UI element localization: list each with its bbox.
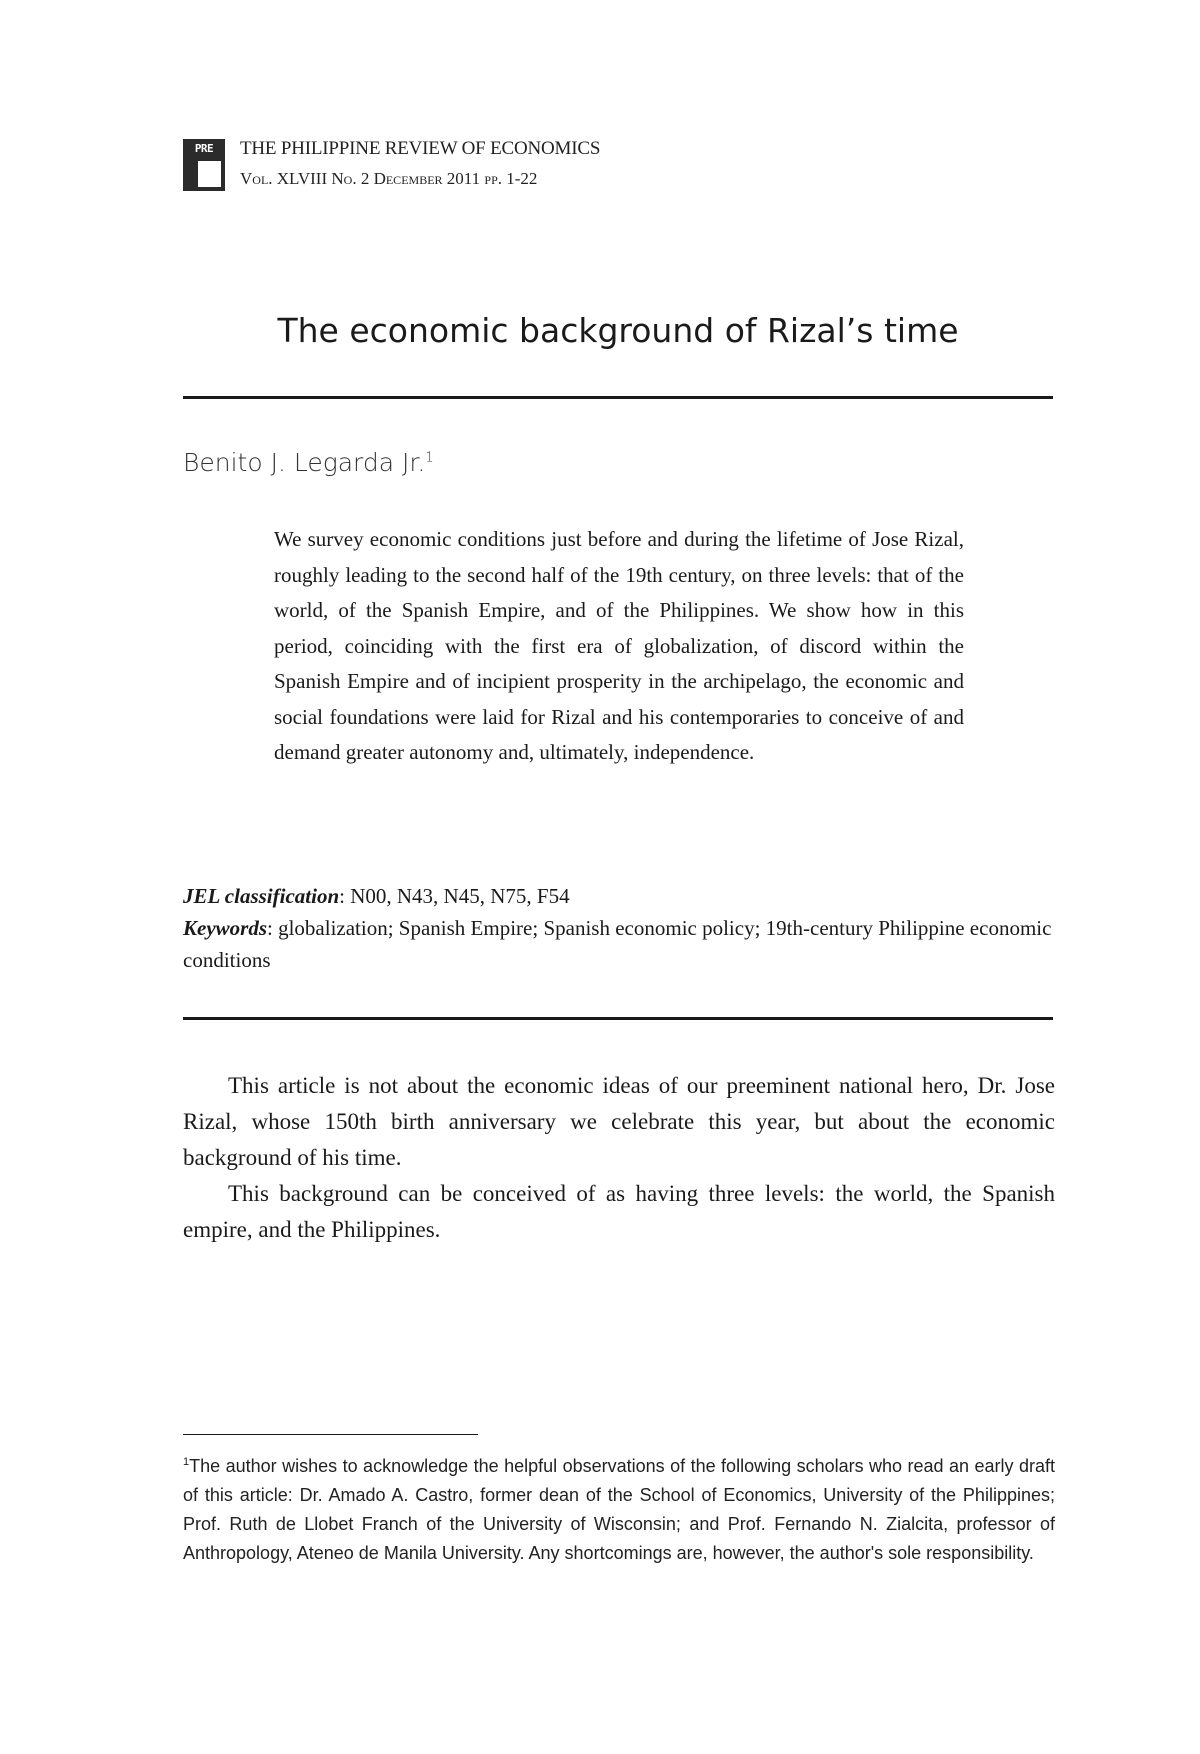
body-paragraph: This article is not about the economic ideas of our preeminent national hero, Dr. Jose Rizal, whose 150th birth anniversary we celebrate this year, but about the economic background of his time. <box>183 1073 1055 1170</box>
keywords-label: Keywords <box>183 916 267 940</box>
footnote <box>183 1448 1055 1568</box>
metadata-divider <box>183 1017 1053 1020</box>
jel-value: : N00, N43, N45, N75, F54 <box>339 884 570 908</box>
author-text: Benito J. Legarda Jr. <box>183 448 426 477</box>
article-body <box>183 1068 1055 1248</box>
author-footnote-marker: 1 <box>425 450 434 466</box>
journal-logo <box>183 139 225 191</box>
journal-issue: Vol. XLVIII No. 2 December 2011 pp. 1-22 <box>240 169 538 188</box>
title-divider <box>183 396 1053 399</box>
footnote-divider <box>183 1434 478 1435</box>
article-title: The economic background of Rizal’s time <box>277 311 959 350</box>
footnote-text: The author wishes to acknowledge the helpful observations of the following scholars who read an early draft of this article: Dr. Amado A. Castro, former dean of the School of Economics, University of the Philippines; Prof. Ruth de Llobet Franch of the University of Wisconsin; and Prof. Fernando N. Zialcita, professor of Anthropology, Ateneo de Manila University. Any shortcomings are, however, the author's sole responsibility. <box>183 1456 1055 1563</box>
jel-classification <box>183 880 1055 912</box>
logo-mark <box>198 161 221 187</box>
jel-label: JEL classification <box>183 884 340 908</box>
journal-name: THE PHILIPPINE REVIEW OF ECONOMICS <box>240 138 601 159</box>
author-name <box>183 448 434 477</box>
abstract: We survey economic conditions just before and during the lifetime of Jose Rizal, roughly leading to the second half of the 19th century, on three levels: that of the world, of the Spanish Empire, and of the Philippines. We show how in this period, coinciding with the first era of globalization, of discord within the Spanish Empire and of incipient prosperity in the archipelago, the economic and social foundations were laid for Rizal and his contemporaries to conceive of and demand greater autonomy and, ultimately, independence. <box>274 527 964 764</box>
keywords <box>183 912 1055 976</box>
keywords-value: : globalization; Spanish Empire; Spanish economic policy; 19th-century Philippine economic conditions <box>183 916 1052 972</box>
footnote-marker: 1 <box>183 1456 190 1468</box>
logo-text: PRE <box>194 142 214 155</box>
article-metadata <box>183 880 1055 976</box>
body-paragraph: This background can be conceived of as having three levels: the world, the Spanish empire, and the Philippines. <box>183 1181 1055 1242</box>
